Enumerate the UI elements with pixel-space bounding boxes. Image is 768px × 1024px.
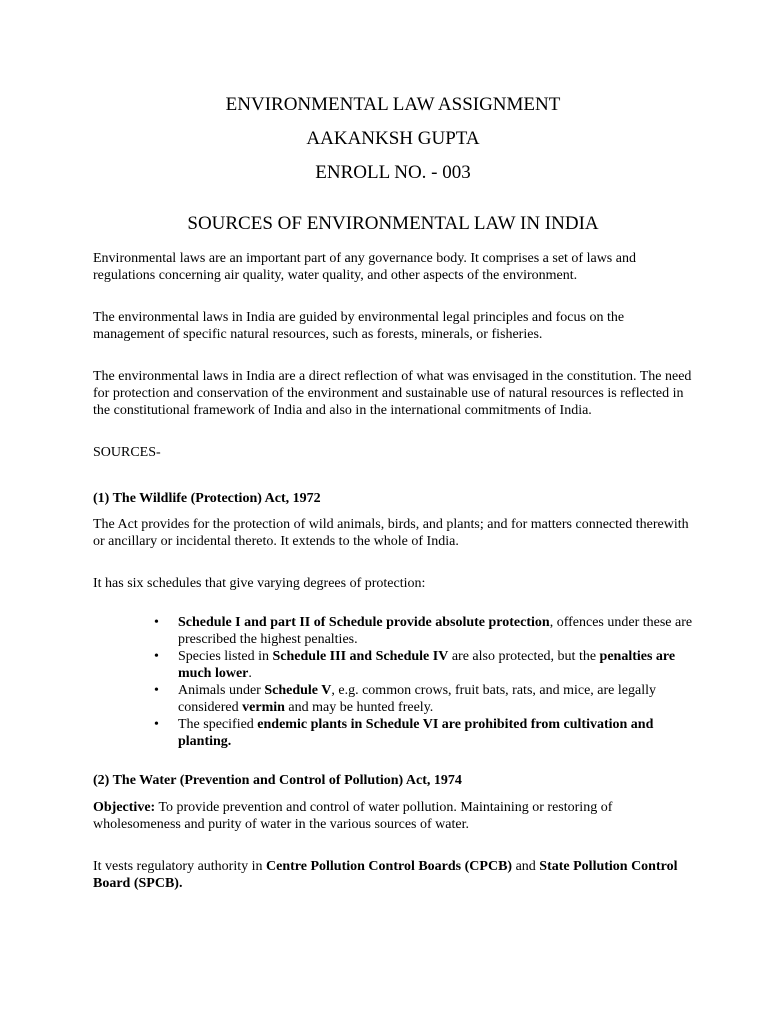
list-item: • Animals under Schedule V, e.g. common crows, fruit bats, rats, and mice, are legally considered vermin and may be hunted freely. <box>154 683 656 715</box>
intro-paragraph-1: Environmental laws are an important part of any governance body. It comprises a set of laws and regulations concerning air quality, water quality, and other aspects of the environment. <box>93 251 636 283</box>
water-act-objective: Objective: To provide prevention and control of water pollution. Maintaining or restoring of wholesomeness and purity of water in the various sources of water. <box>93 800 613 832</box>
list-item: • Schedule I and part II of Schedule provide absolute protection, offences under these are prescribed the highest penalties. <box>154 615 693 647</box>
schedules-intro: It has six schedules that give varying degrees of protection: <box>93 576 426 591</box>
intro-paragraph-3: The environmental laws in India are a direct reflection of what was envisaged in the constitution. The need for protection and conservation of the environment and sustainable use of natural resources is reflected in the constitutional framework of India and also in the international commitments of India. <box>93 369 692 418</box>
bullet-icon: • <box>154 717 159 732</box>
schedule-list <box>93 614 693 750</box>
water-act-heading: (2) The Water (Prevention and Control of Pollution) Act, 1974 <box>93 773 462 788</box>
wildlife-act-heading: (1) The Wildlife (Protection) Act, 1972 <box>93 491 321 506</box>
list-item: • The specified endemic plants in Schedule VI are prohibited from cultivation and planting. <box>154 717 654 749</box>
assignment-title: ENVIRONMENTAL LAW ASSIGNMENT <box>225 94 561 115</box>
water-act-authority: It vests regulatory authority in Centre Pollution Control Boards (CPCB) and State Pollution Control Board (SPCB). <box>93 859 678 891</box>
list-item: • Species listed in Schedule III and Schedule IV are also protected, but the penalties are much lower. <box>154 649 676 681</box>
section-title: SOURCES OF ENVIRONMENTAL LAW IN INDIA <box>187 213 599 234</box>
intro-paragraph-2: The environmental laws in India are guided by environmental legal principles and focus on the management of specific natural resources, such as forests, minerals, or fisheries. <box>93 310 625 342</box>
bullet-icon: • <box>154 683 159 698</box>
enroll-number: ENROLL NO. - 003 <box>315 162 471 183</box>
sources-label: SOURCES- <box>93 445 161 460</box>
bullet-icon: • <box>154 649 159 664</box>
author-name: AAKANKSH GUPTA <box>306 128 480 149</box>
title-block <box>75 0 711 190</box>
wildlife-act-description: The Act provides for the protection of wild animals, birds, and plants; and for matters connected therewith or ancillary or incidental thereto. It extends to the whole of India. <box>93 517 689 549</box>
bullet-icon: • <box>154 615 159 630</box>
